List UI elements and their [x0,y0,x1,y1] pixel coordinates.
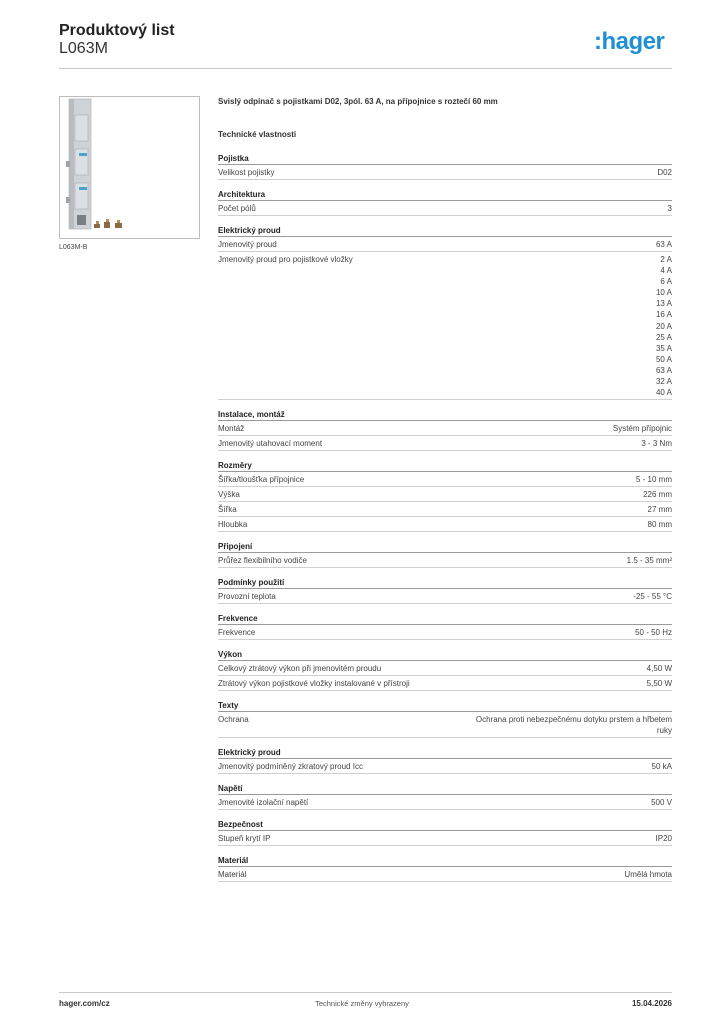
group-title: Frekvence [218,613,672,625]
property-label: Šířka/tloušťka přípojnice [218,474,305,484]
property-label: Montáž [218,423,245,433]
product-code: L063M [59,40,108,57]
property-group [218,855,672,882]
property-value: 20 A [655,321,672,331]
group-title: Materiál [218,855,672,867]
group-title: Rozměry [218,460,672,472]
property-value: 35 A [655,343,672,353]
property-group [218,460,672,532]
property-value: 63 A [655,240,672,249]
property-row [218,867,672,882]
product-description: Svislý odpínač s pojistkami D02, 3pól. 63 A, na přípojnice s roztečí 60 mm [218,97,498,106]
property-value: -25 - 55 °C [633,591,672,601]
property-group [218,541,672,568]
property-label: Průřez flexibilního vodiče [218,555,307,565]
property-value: 13 A [655,299,672,309]
property-value: 63 A [655,365,672,375]
group-title: Napětí [218,783,672,795]
property-value: 4 A [660,266,672,276]
property-row [218,252,672,400]
property-row [218,165,672,180]
group-title: Bezpečnost [218,819,672,831]
property-row [218,831,672,846]
property-value: 5,50 W [646,678,672,688]
property-value: Systém přípojnic [612,423,672,433]
property-row [218,517,672,532]
property-label: Materiál [218,870,247,880]
property-value: Ochrana proti nebezpečnému dotyku prstem a hřbetem ruky [475,714,672,736]
group-title: Texty [218,700,672,712]
property-value: IP20 [655,834,672,844]
group-title: Podmínky použití [218,577,672,589]
group-title: Elektrický proud [218,747,672,759]
property-group [218,577,672,604]
property-row [218,625,672,640]
property-label: Velikost pojistky [218,168,275,177]
property-value: Umělá hmota [624,870,672,880]
property-value: 3 - 3 Nm [641,438,672,448]
property-row [218,676,672,691]
property-label: Celkový ztrátový výkon při jmenovitém proudu [218,663,382,673]
property-label: Stupeň krytí IP [218,834,271,844]
property-value: 6 A [660,277,672,287]
property-value: 500 V [651,798,672,808]
footer-website: hager.com/cz [59,999,110,1008]
property-label: Jmenovitý proud pro pojistkové vložky [218,255,353,264]
property-label: Frekvence [218,627,256,637]
property-row [218,589,672,604]
fuse-switch-illustration [60,97,201,240]
property-value: 50 - 50 Hz [635,627,672,637]
property-value: 1.5 - 35 mm² [626,555,672,565]
property-label: Hloubka [218,519,248,529]
property-value: 32 A [655,377,672,387]
property-row [218,712,672,739]
property-group [218,189,672,216]
footer-divider [59,992,672,993]
property-label: Jmenovité izolační napětí [218,798,309,808]
property-value-list [656,254,672,398]
property-label: Jmenovitý proud [218,240,277,249]
property-label: Počet pólů [218,204,256,213]
property-row [218,502,672,517]
property-group [218,783,672,810]
property-value: 3 [667,204,672,213]
property-row [218,201,672,216]
group-title: Elektrický proud [218,225,672,237]
property-value: 226 mm [643,489,672,499]
property-value: 80 mm [647,519,672,529]
property-row [218,487,672,502]
property-value: 25 A [655,332,672,342]
properties-list [218,153,672,891]
product-image [59,96,200,239]
hager-logo: :hager [594,28,665,55]
property-label: Provozní teplota [218,591,276,601]
property-label: Výška [218,489,240,499]
header-title: Produktový list [59,22,175,39]
property-group [218,409,672,451]
property-label: Jmenovitý utahovací moment [218,438,323,448]
group-title: Instalace, montáž [218,409,672,421]
property-value: 16 A [655,310,672,320]
header-divider [59,68,672,69]
property-value: 40 A [655,388,672,398]
property-label: Ochrana [218,714,249,724]
property-group [218,613,672,640]
property-value: 50 kA [651,762,672,772]
property-group [218,649,672,691]
property-value: 5 - 10 mm [635,474,672,484]
property-label: Ztrátový výkon pojistkové vložky instalované v přístroji [218,678,410,688]
property-label: Jmenovitý podmíněný zkratový proud Icc [218,762,363,772]
property-row [218,472,672,487]
property-value: 50 A [655,354,672,364]
footer-disclaimer: Technické změny vyhrazeny [315,999,409,1008]
property-group [218,153,672,180]
property-value: 27 mm [647,504,672,514]
group-title: Pojistka [218,153,672,165]
property-row [218,661,672,676]
property-group [218,225,672,400]
property-row [218,795,672,810]
property-label: Šířka [218,504,237,514]
group-title: Výkon [218,649,672,661]
property-group [218,819,672,846]
property-row [218,436,672,451]
property-row [218,421,672,436]
property-row [218,759,672,774]
technical-properties-heading: Technické vlastnosti [218,130,297,139]
footer-date: 15.04.2026 [631,999,672,1008]
property-value: D02 [657,168,672,177]
property-row [218,237,672,252]
image-caption: L063M-B [59,244,88,251]
property-group [218,700,672,739]
property-group [218,747,672,774]
property-value: 10 A [655,288,672,298]
group-title: Architektura [218,189,672,201]
property-row [218,553,672,568]
group-title: Připojení [218,541,672,553]
property-value: 2 A [660,255,672,264]
property-value: 4,50 W [646,663,672,673]
